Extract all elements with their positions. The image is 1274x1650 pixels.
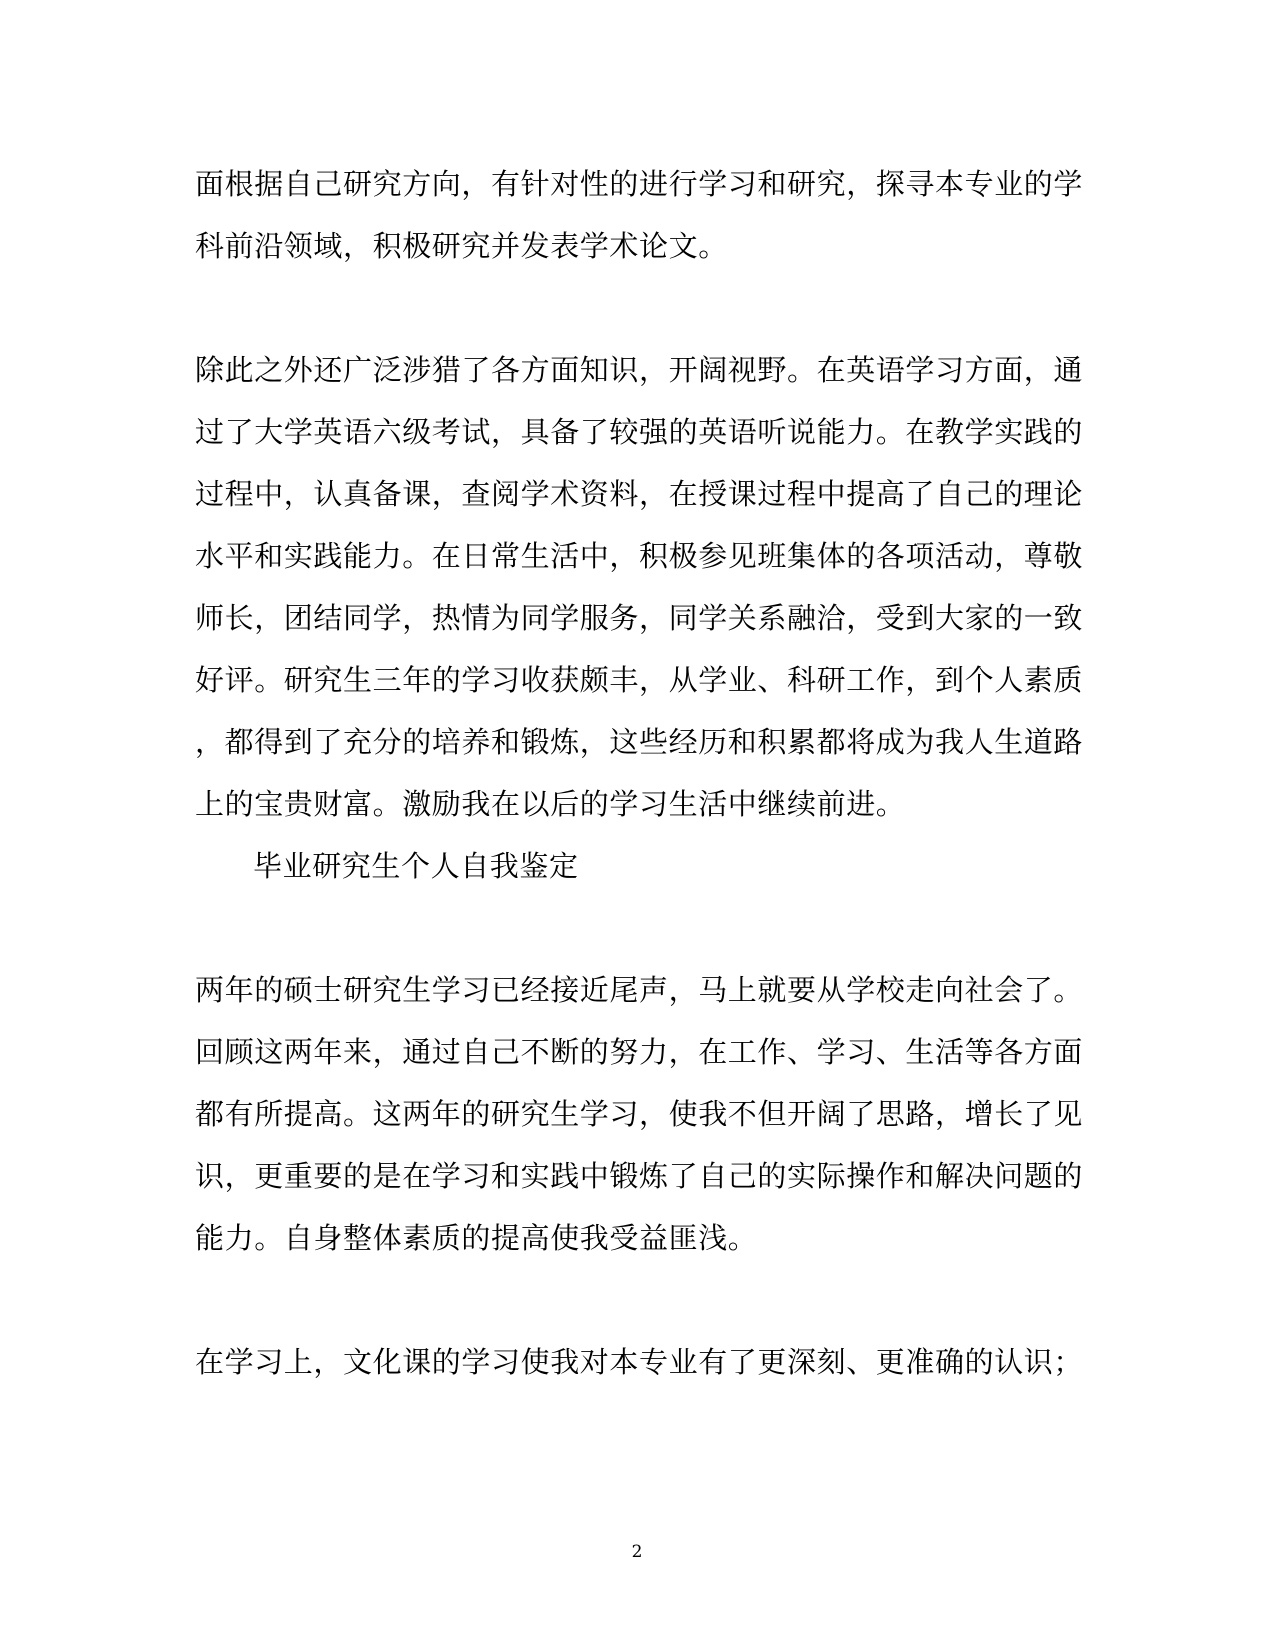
paragraph-line: 水平和实践能力。在日常生活中，积极参见班集体的各项活动，尊敬 [195,539,1084,573]
paragraph-line: 上的宝贵财富。激励我在以后的学习生活中继续前进。 [195,787,906,821]
paragraph-line: 在学习上，文化课的学习使我对本专业有了更深刻、更准确的认识； [195,1345,1084,1379]
paragraph-line: 好评。研究生三年的学习收获颇丰，从学业、科研工作，到个人素质 [195,663,1084,697]
page-number: 2 [631,1542,643,1562]
paragraph-line: ，都得到了充分的培养和锻炼，这些经历和积累都将成为我人生道路 [195,725,1084,759]
section-heading: 毕业研究生个人自我鉴定 [253,849,579,883]
paragraph-line: 回顾这两年来，通过自己不断的努力，在工作、学习、生活等各方面 [195,1035,1084,1069]
paragraph-line: 师长，团结同学，热情为同学服务，同学关系融洽，受到大家的一致 [195,601,1084,635]
paragraph-line: 过程中，认真备课，查阅学术资料，在授课过程中提高了自己的理论 [195,477,1084,511]
paragraph-line: 过了大学英语六级考试，具备了较强的英语听说能力。在教学实践的 [195,415,1084,449]
paragraph-line: 面根据自己研究方向，有针对性的进行学习和研究，探寻本专业的学 [195,167,1084,201]
paragraph-line: 两年的硕士研究生学习已经接近尾声，马上就要从学校走向社会了。 [195,973,1084,1007]
paragraph-line: 能力。自身整体素质的提高使我受益匪浅。 [195,1221,758,1255]
paragraph-line: 都有所提高。这两年的研究生学习，使我不但开阔了思路，增长了见 [195,1097,1084,1131]
paragraph-line: 科前沿领域，积极研究并发表学术论文。 [195,229,728,263]
paragraph-line: 除此之外还广泛涉猎了各方面知识，开阔视野。在英语学习方面，通 [195,353,1084,387]
paragraph-line: 识，更重要的是在学习和实践中锻炼了自己的实际操作和解决问题的 [195,1159,1084,1193]
